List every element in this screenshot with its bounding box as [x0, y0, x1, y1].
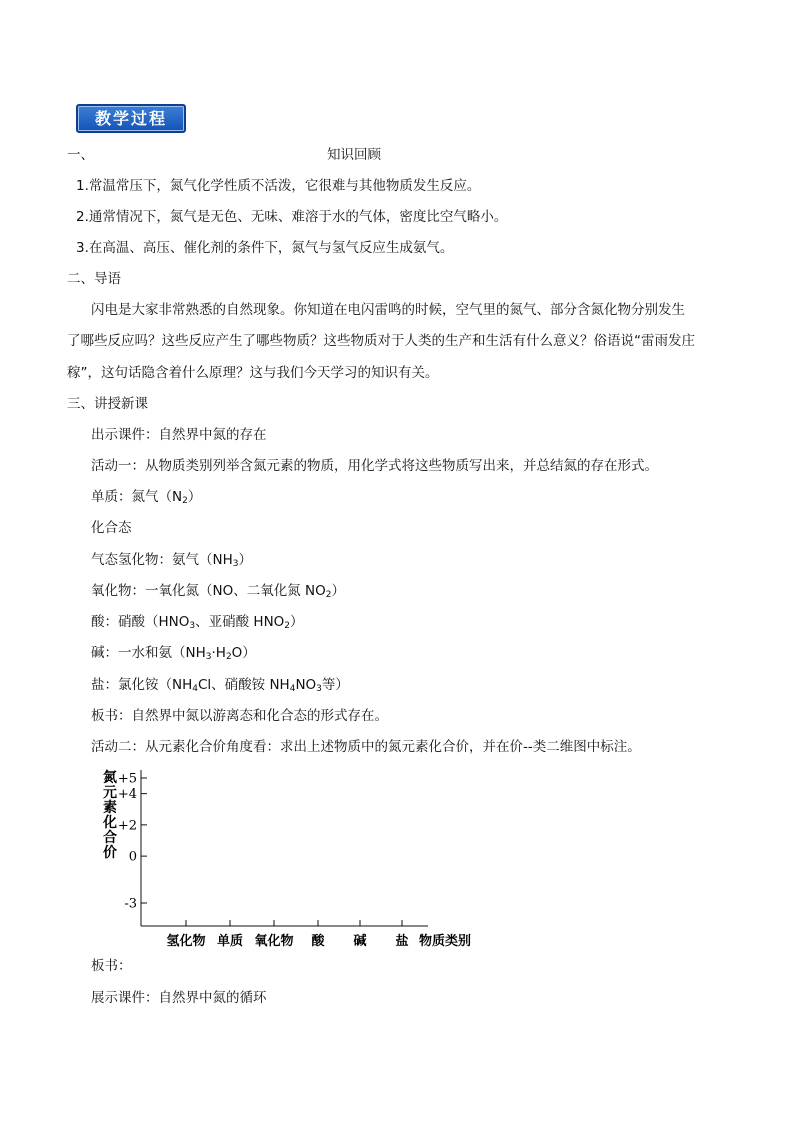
review-item-2: 2.通常情况下，氮气是无色、无味、难溶于水的气体，密度比空气略小。 [76, 209, 508, 225]
y-axis-label-char: 素 [103, 800, 117, 816]
y-tick-label: -3 [124, 896, 137, 912]
part1-number: 一、 [67, 147, 94, 163]
x-category-label: 氧化物 [254, 934, 294, 949]
intro-line-3: 稼”，这句话隐含着什么原理？这与我们今天学习的知识有关。 [67, 365, 439, 381]
simple-substance: 单质：氮气$(N_2)$ [91, 489, 202, 506]
y-axis-label-char: 氮 [103, 770, 117, 786]
x-category-label: 氢化物 [166, 934, 206, 949]
board-note-2: 板书： [91, 958, 132, 974]
activity-2: 活动二：从元素化合价角度看：求出上述物质中的氮元素化合价，并在价--类二维图中标注。 [91, 739, 641, 755]
activity-1: 活动一：从物质类别列举含氮元素的物质，用化学式将这些物质写出来，并总结氮的存在形式。 [91, 458, 658, 474]
base-line: 碱：一水和氨$(NH_3\cdot H_2O)$ [91, 645, 256, 662]
y-axis-label-char: 化 [103, 815, 117, 831]
section-badge: 教学过程 [76, 104, 186, 133]
courseware-2: 展示课件：自然界中氮的循环 [91, 990, 267, 1006]
y-tick-label: +2 [117, 818, 137, 834]
x-category-label: 酸 [311, 934, 325, 949]
part2-title: 二、导语 [67, 271, 121, 287]
hydride-line: 气态氢化物：氨气$(NH_3)$ [91, 552, 252, 569]
review-item-1: 1.常温常压下，氮气化学性质不活泼，它很难与其他物质发生反应。 [76, 178, 481, 194]
y-tick-label: +5 [117, 771, 137, 787]
compound-state: 化合态 [91, 520, 132, 536]
y-axis-label-char: 元 [103, 785, 117, 801]
x-category-label: 盐 [395, 934, 409, 949]
x-axis-label: 物质类别 [419, 934, 472, 949]
part3-title: 三、讲授新课 [67, 396, 148, 412]
oxide-line: 氧化物：一氧化氮（NO、二氧化氮 $NO_2$） [91, 583, 345, 600]
board-note-1: 板书：自然界中氮以游离态和化合态的形式存在。 [91, 708, 388, 724]
acid-line: 酸：硝酸（$HNO_3$、亚硝酸 $HNO_2$） [91, 614, 304, 631]
valence-class-chart [96, 765, 496, 950]
courseware-1: 出示课件：自然界中氮的存在 [91, 427, 267, 443]
y-axis-label-char: 合 [103, 830, 117, 846]
y-tick-label: +4 [117, 787, 137, 803]
x-category-label: 单质 [216, 934, 244, 949]
y-axis-label [102, 769, 117, 861]
part1-title: 知识回顾 [327, 147, 381, 163]
y-tick-label: 0 [128, 849, 137, 865]
salt-line: 盐：氯化铵（$NH_4Cl$、硝酸铵 $NH_4NO_3$等） [91, 677, 349, 694]
review-item-3: 3.在高温、高压、催化剂的条件下，氮气与氢气反应生成氨气。 [76, 240, 454, 256]
intro-line-1: 闪电是大家非常熟悉的自然现象。你知道在电闪雷鸣的时候，空气里的氮气、部分含氮化物分别发生 [91, 302, 685, 318]
x-category-label: 碱 [353, 934, 367, 949]
y-axis-label-char: 价 [103, 845, 117, 861]
intro-line-2: 了哪些反应吗？这些反应产生了哪些物质？这些物质对于人类的生产和生活有什么意义？俗语说“雷雨发庄 [67, 333, 695, 349]
